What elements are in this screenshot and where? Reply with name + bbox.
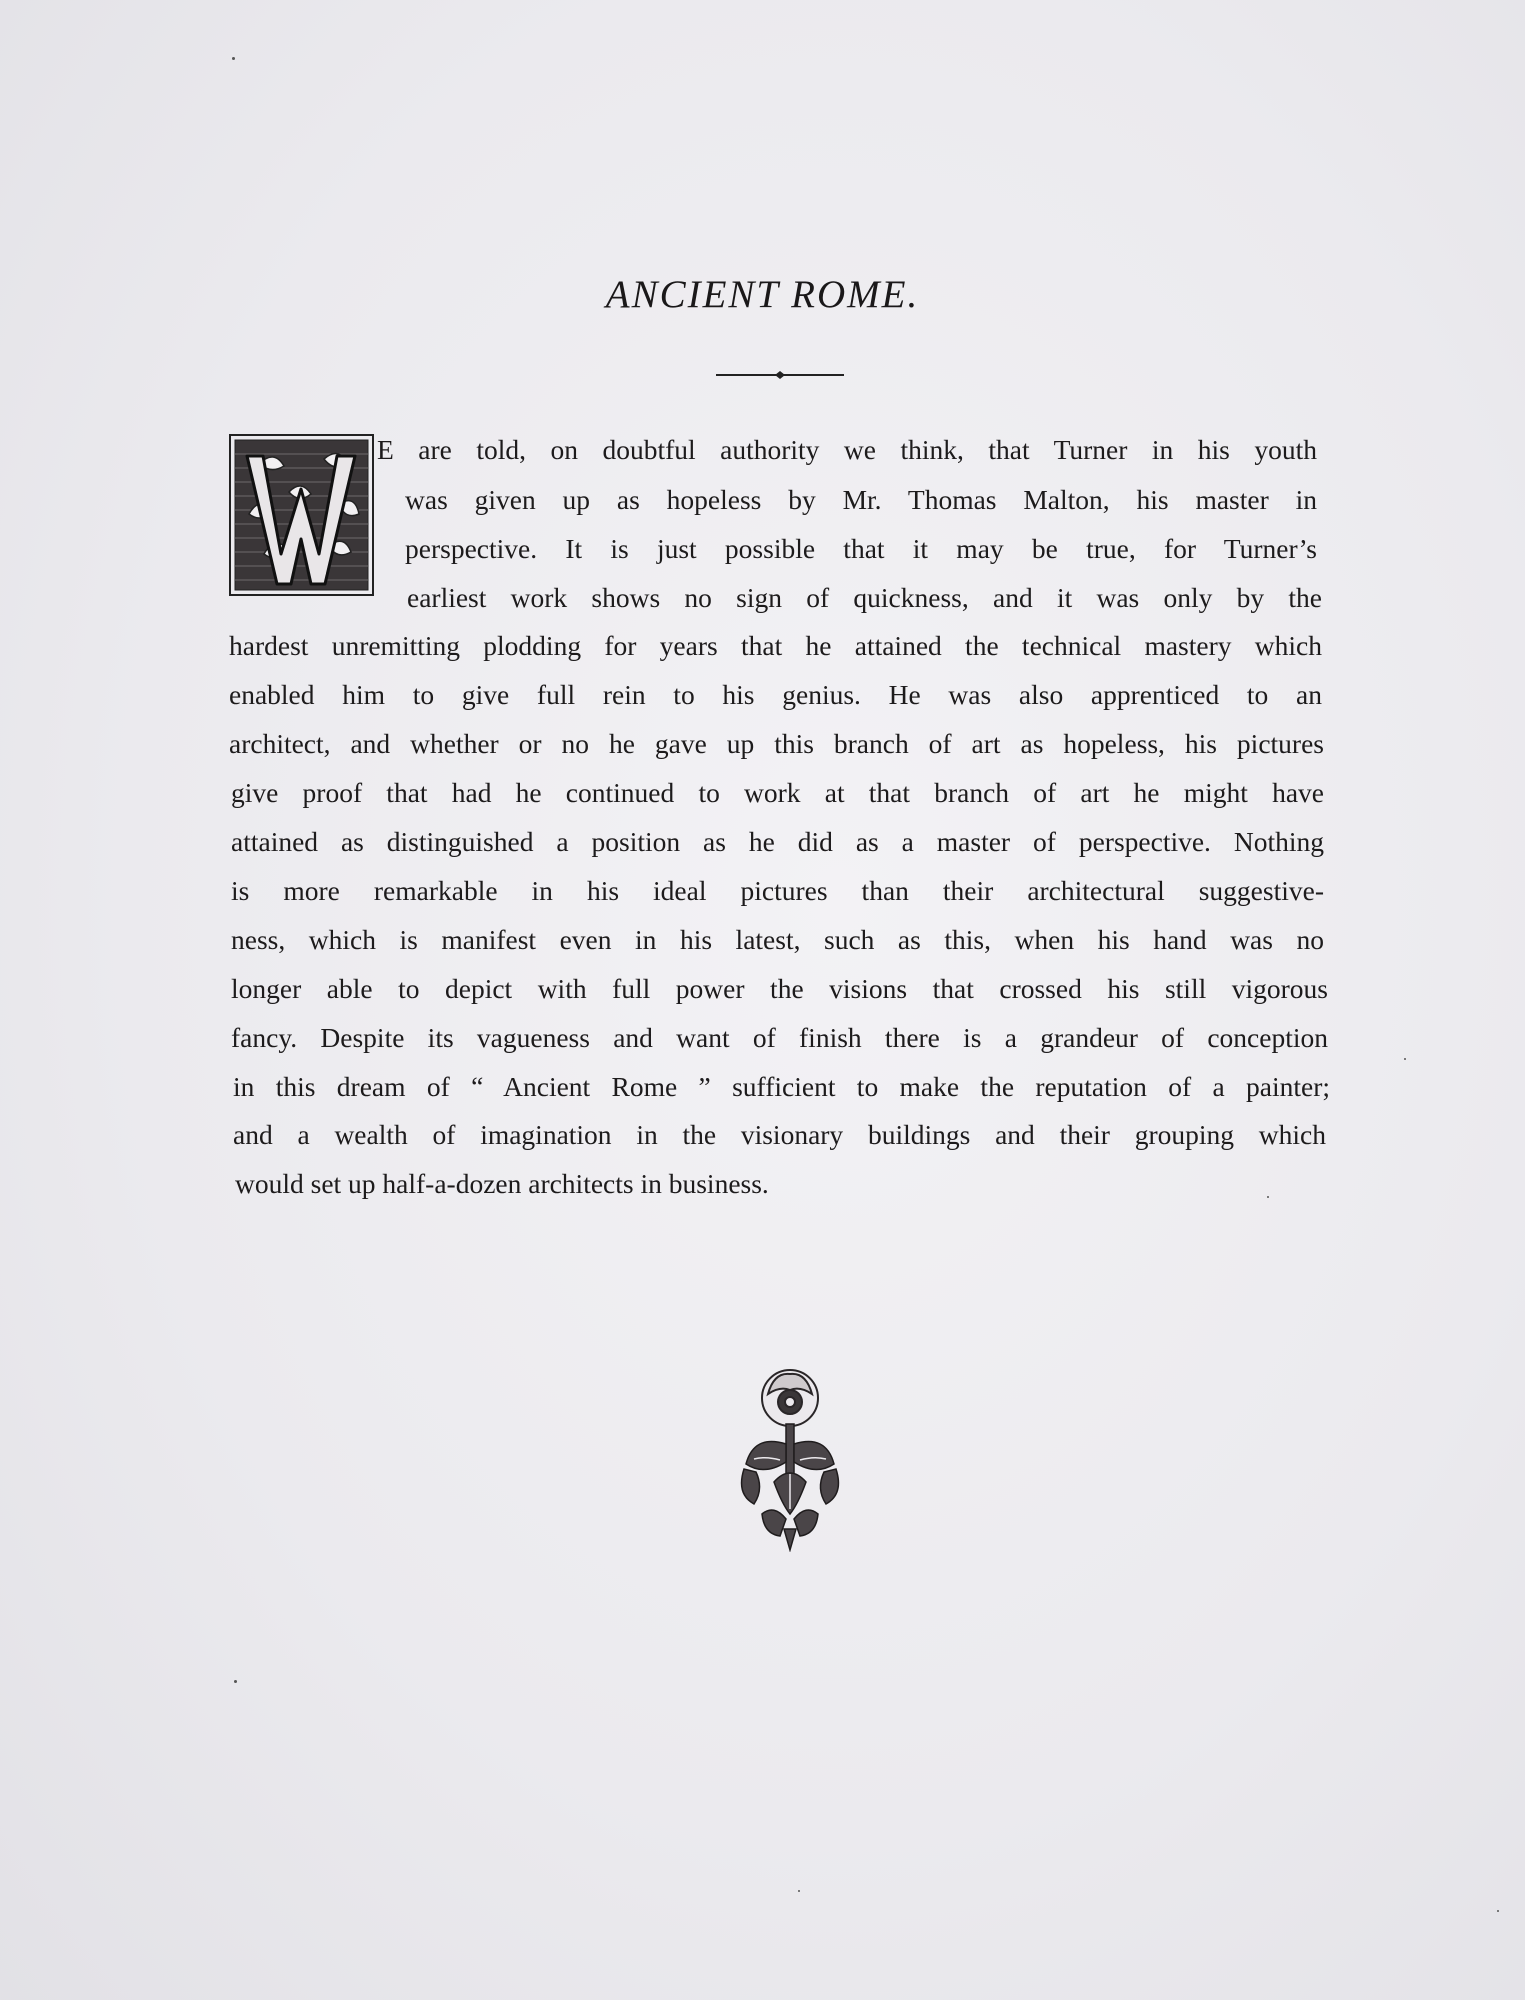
text-line: earliest work shows no sign of quickness, and it was only by the	[407, 582, 1322, 613]
text-line: is more remarkable in his ideal pictures than their architectural suggestive-	[231, 875, 1324, 906]
text-line: in this dream of “ Ancient Rome ” sufficient to make the reputation of a painter;	[233, 1071, 1330, 1102]
paper-speck	[798, 1890, 800, 1892]
paper-speck	[1404, 1058, 1406, 1060]
floral-tailpiece-ornament	[734, 1364, 846, 1552]
paper-speck	[1497, 1910, 1499, 1912]
text-line: give proof that had he continued to work at that branch of art he might have	[231, 777, 1324, 808]
text-line-last: would set up half-a-dozen architects in business.	[235, 1168, 769, 1199]
paper-speck	[1267, 1196, 1269, 1198]
text-line: fancy. Despite its vagueness and want of finish there is a grandeur of conception	[231, 1022, 1328, 1053]
text-line: hardest unremitting plodding for years that he attained the technical mastery which	[229, 630, 1322, 661]
title-divider	[716, 370, 844, 380]
text-line: E are told, on doubtful authority we think, that Turner in his youth	[377, 434, 1317, 465]
paper-speck	[234, 1680, 237, 1683]
text-line: attained as distinguished a position as he did as a master of perspective. Nothing	[231, 826, 1324, 857]
text-line: ness, which is manifest even in his latest, such as this, when his hand was no	[231, 924, 1324, 955]
page-title: ANCIENT ROME.	[605, 273, 920, 316]
text-line: perspective. It is just possible that it may be true, for Turner’s	[405, 533, 1317, 564]
text-line: was given up as hopeless by Mr. Thomas Malton, his master in	[405, 484, 1317, 515]
dropcap-letter: W	[300, 534, 302, 535]
text-line: architect, and whether or no he gave up this branch of art as hopeless, his pictures	[229, 728, 1324, 759]
text-line: enabled him to give full rein to his genius. He was also apprenticed to an	[229, 679, 1322, 710]
text-line: and a wealth of imagination in the visionary buildings and their grouping which	[233, 1119, 1326, 1150]
paper-speck	[232, 57, 235, 60]
text-line: longer able to depict with full power the visions that crossed his still vigorous	[231, 973, 1328, 1004]
dropcap-w-ornament	[229, 434, 374, 596]
